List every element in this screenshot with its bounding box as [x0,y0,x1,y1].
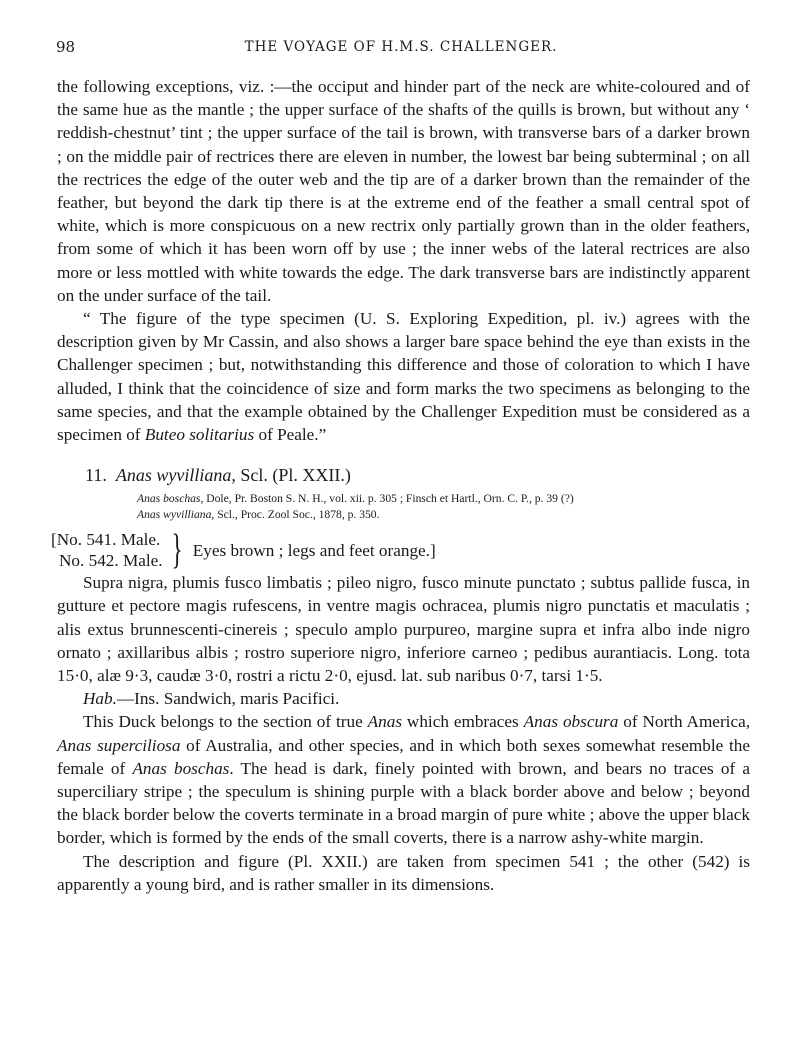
species-number: 11. [85,465,107,486]
paragraph-quote [57,307,750,446]
synonym-line [137,491,750,507]
text-run: . The head is dark, finely pointed with brown, and bears no traces of a superciliary stripe ; the speculum is shining purple with a black border above and below ; beyond the black border below the coverts terminate in a broad margin of pure white ; above the upper black border, which is formed by the ends of the small coverts, there is a narrow ashy-white margin. [57,758,750,848]
italic-run: Anas superciliosa [57,735,181,755]
page-header [52,38,750,60]
text-run: of North America, [618,712,750,732]
quote-end: of Peale.” [254,425,327,445]
specimen-block [51,527,750,574]
synonym-ref: , Scl., Proc. Zool Soc., 1878, p. 350. [211,508,380,522]
species-authority: , Scl. (Pl. XXII.) [231,465,351,486]
latin-description: Supra nigra, plumis fusco limbatis ; pileo nigro, fusco minute punctato ; subtus pallide fusca, in gutture et pectore magis rufescens, in ventre magis ochracea, plumis nigro punctatis et maculatis ; alis extus brunnescenti-cinereis ; speculo amplo purpureo, margine supra et infra albo inde nigro ornato ; axillaribus albis ; rostro superiore nigro, inferiore carneo ; pedibus aurantiacis. Long. tota 15·0, alæ 9·3, caudæ 3·0, rostri a rictu 2·0, ejusd. lat. sub naribus 0·7, tarsi 1·5. [57,573,750,686]
synonym-line [137,507,750,523]
paragraph-discussion [57,710,750,849]
specimen-line: [No. 541. Male. [51,530,161,550]
italic-run: Anas [367,712,403,732]
page-number: 98 [56,38,76,56]
synonym-name: Anas boschas [137,492,201,506]
main-text [51,75,750,896]
italic-run: Anas obscura [523,712,619,732]
habitat-text: —Ins. Sandwich, maris Pacifici. [116,689,340,709]
habitat [57,687,750,710]
specimen-brace: } [171,527,183,574]
text-run: which embraces [402,712,524,732]
species-heading [57,463,750,487]
synonym-name: Anas wyvilliana [137,508,212,522]
quote-text: “ The figure of the type specimen (U. S. Exploring Expedition, pl. iv.) agrees with the description given by Mr Cassin, and also shows a larger bare space behind the eye than exists in the Challenger specimen ; but, notwithstanding this difference and those of coloration to which I have alluded, I think that the coincidence of size and form marks the two specimens as belonging to the same species, and that the example obtained by the Challenger Expedition must be considered as a specimen of [57,309,750,445]
specimen-line: No. 542. Male. [59,551,163,571]
quote-species-italic: Buteo solitarius [144,425,255,445]
paragraph-continuation: the following exceptions, viz. :—the occiput and hinder part of the neck are white-coloured and of the same hue as the mantle ; the upper surface of the shafts of the quills is brown, but without any ‘ reddish-chestnut’ tint ; the upper surface of the tail is brown, with transverse bars of a darker brown ; on the middle pair of rectrices there are eleven in number, the lowest bar being subterminal ; on all the rectrices the edge of the outer web and the tip are of a darker brown than the remainder of the feather, but beyond the dark tip there is at the extreme end of the feather a small central spot of white, which is more conspicuous on a new rectrix only partially grown than in the older feathers, from some of which it has been worn off by use ; the inner webs of the lateral rectrices are also more or less mottled with white towards the edge. The dark transverse bars are indistinctly apparent on the under surface of the tail. [57,77,750,305]
synonymy [57,491,750,523]
text-run: This Duck belongs to the section of true [83,712,368,732]
paragraph-figure-note: The description and figure (Pl. XXII.) are taken from specimen 541 ; the other (542) is apparently a young bird, and is rather smaller in its dimensions. [57,851,750,894]
running-title: THE VOYAGE OF H.M.S. CHALLENGER. [244,39,558,55]
specimen-description: Eyes brown ; legs and feet orange.] [192,540,436,560]
synonym-ref: , Dole, Pr. Boston S. N. H., vol. xii. p. 305 ; Finsch et Hartl., Orn. C. P., p. 39 (?) [200,492,574,506]
text-run: of Australia, and other species, and in which both sexes somewhat resemble the female of [57,735,750,778]
specimen-list [51,529,163,571]
habitat-label: Hab. [83,689,117,709]
species-name: Anas wyvilliana [115,465,232,486]
italic-run: Anas boschas [132,758,230,778]
